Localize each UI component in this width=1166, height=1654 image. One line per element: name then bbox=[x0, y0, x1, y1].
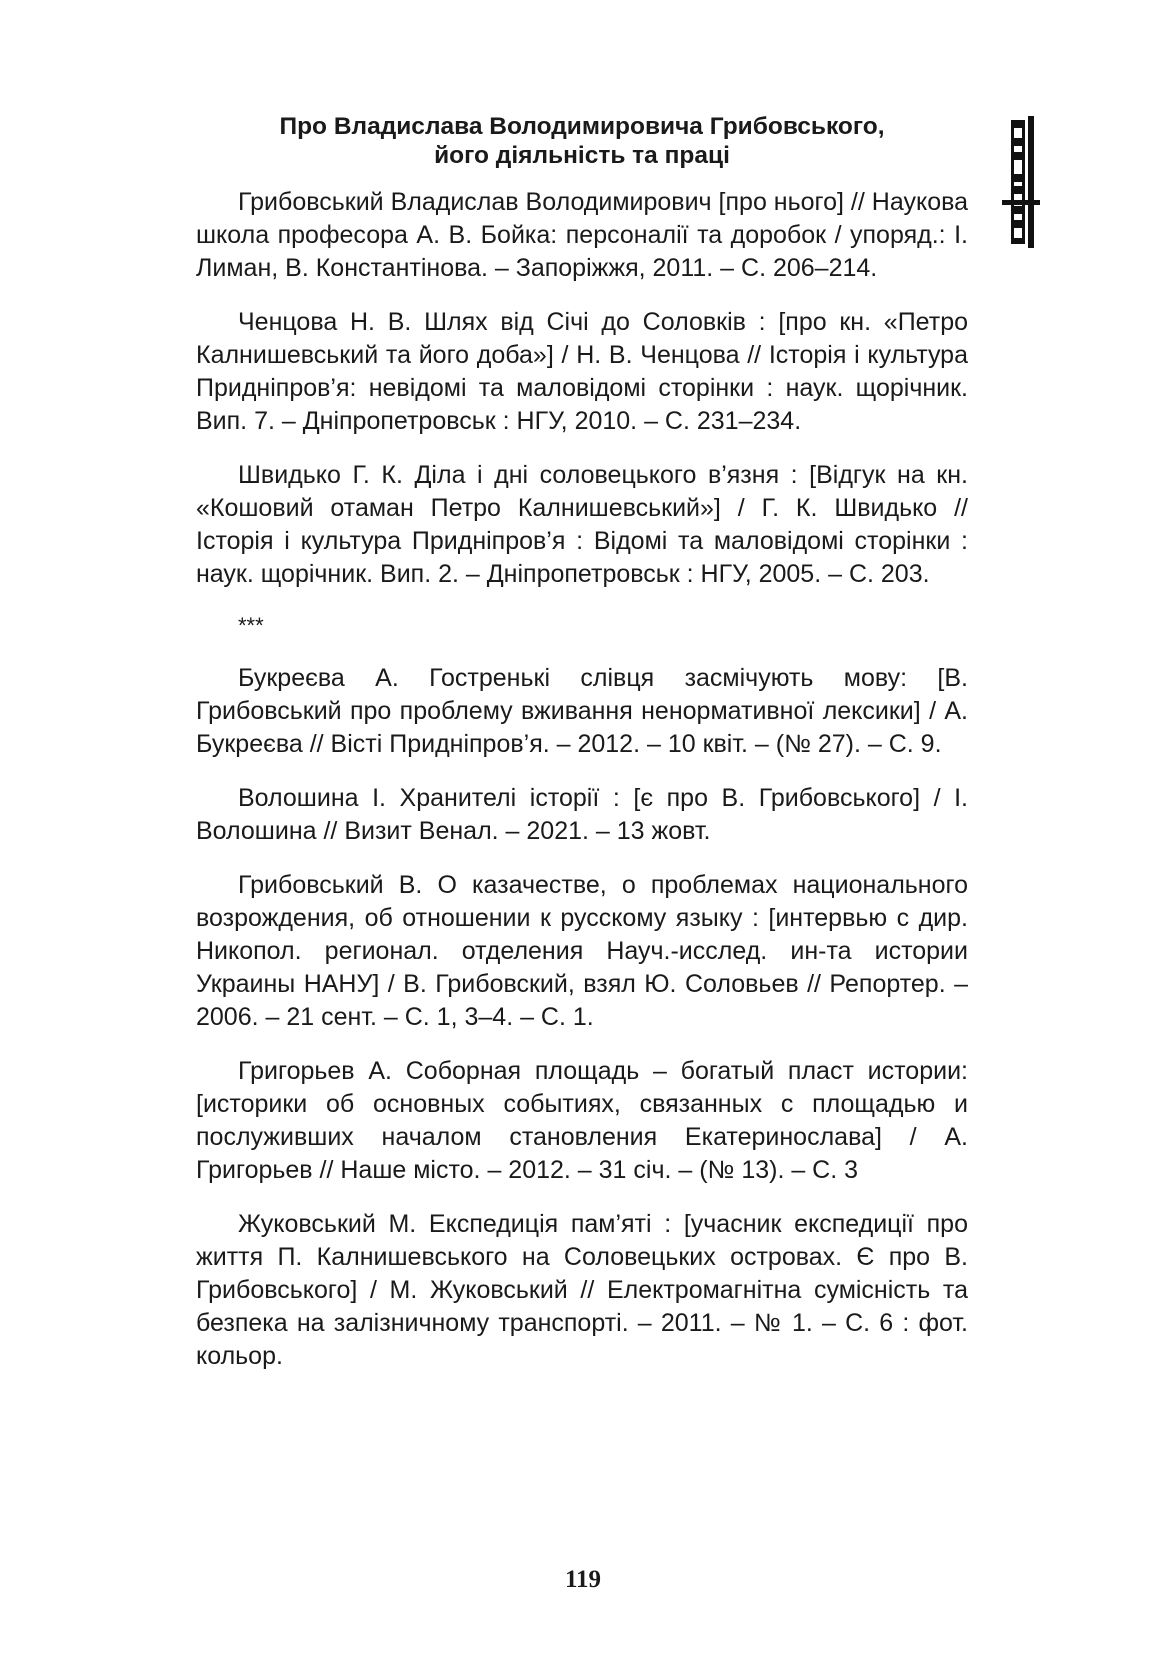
page-heading bbox=[196, 112, 968, 170]
bibliography-entry: Волошина І. Хранителі історії : [є про В. Грибовського] / І. Волошина // Визит Венал. – 2021. – 13 жовт. bbox=[196, 784, 968, 845]
page-number: 119 bbox=[564, 1566, 602, 1593]
bibliography-entry: Григорьев А. Соборная площадь – богатый пласт истории: [историки об основных событиях, связанных с площадью и послуживших началом становления Екатеринослава] / А. Григорьев // Наше місто. – 2012. – 31 січ. – (№ 13). – С. 3 bbox=[196, 1057, 968, 1184]
bibliography-entry: Грибовський В. О казачестве, о проблемах национального возрождения, об отношении к русскому языку : [интервью с дир. Никопол. регионал. отделения Науч.-исслед. ин-та истории Украины НАНУ] / В. Грибовский, взял Ю. Соловьев // Репортер. – 2006. – 21 сент. – С. 1, 3–4. – С. 1. bbox=[196, 871, 968, 1031]
heading-line-1: Про Владислава Володимировича Грибовського, bbox=[279, 113, 885, 140]
section-separator: *** bbox=[238, 613, 264, 638]
bibliography-entry: Ченцова Н. В. Шлях від Січі до Соловків : [про кн. «Петро Калнишевський та його доба»] / Н. В. Ченцова // Історія і культура Придніпров’я: невідомі та маловідомі сторінки : наук. щорічник. Вип. 7. – Дніпропетровськ : НГУ, 2010. – С. 231–234. bbox=[196, 308, 968, 435]
bibliography-entry: Букреєва А. Гостренькі слівця засмічують мову: [В. Грибовський про проблему вживання ненормативної лексики] / А. Букреєва // Вісті Придніпров’я. – 2012. – 10 квіт. – (№ 27). – С. 9. bbox=[196, 664, 968, 758]
bibliography bbox=[196, 186, 968, 1394]
bibliography-entry: Швидько Г. К. Діла і дні соловецького в’язня : [Відгук на кн. «Кошовий отаман Петро Калнишевський»] / Г. К. Швидько // Історія і культура Придніпров’я : Відомі та маловідомі сторінки : наук. щорічник. Вип. 2. – Дніпропетровськ : НГУ, 2005. – С. 203. bbox=[196, 461, 968, 588]
bibliography-entry: Жуковський М. Експедиція пам’яті : [учасник експедиції про життя П. Калнишевського на Соловецьких островах. Є про В. Грибовського] / М. Жуковський // Електромагнітна сумісність та безпека на залізничному транспорті. – 2011. – № 1. – С. 6 : фот. кольор. bbox=[196, 1210, 968, 1370]
vertical-logo-icon bbox=[994, 116, 1042, 266]
bibliography-entry: Грибовський Владислав Володимирович [про нього] // Наукова школа професора А. В. Бойка: персоналії та доробок / упоряд.: І. Лиман, В. Константінова. – Запоріжжя, 2011. – С. 206–214. bbox=[196, 188, 968, 282]
heading-line-2: його діяльність та праці bbox=[434, 142, 730, 169]
